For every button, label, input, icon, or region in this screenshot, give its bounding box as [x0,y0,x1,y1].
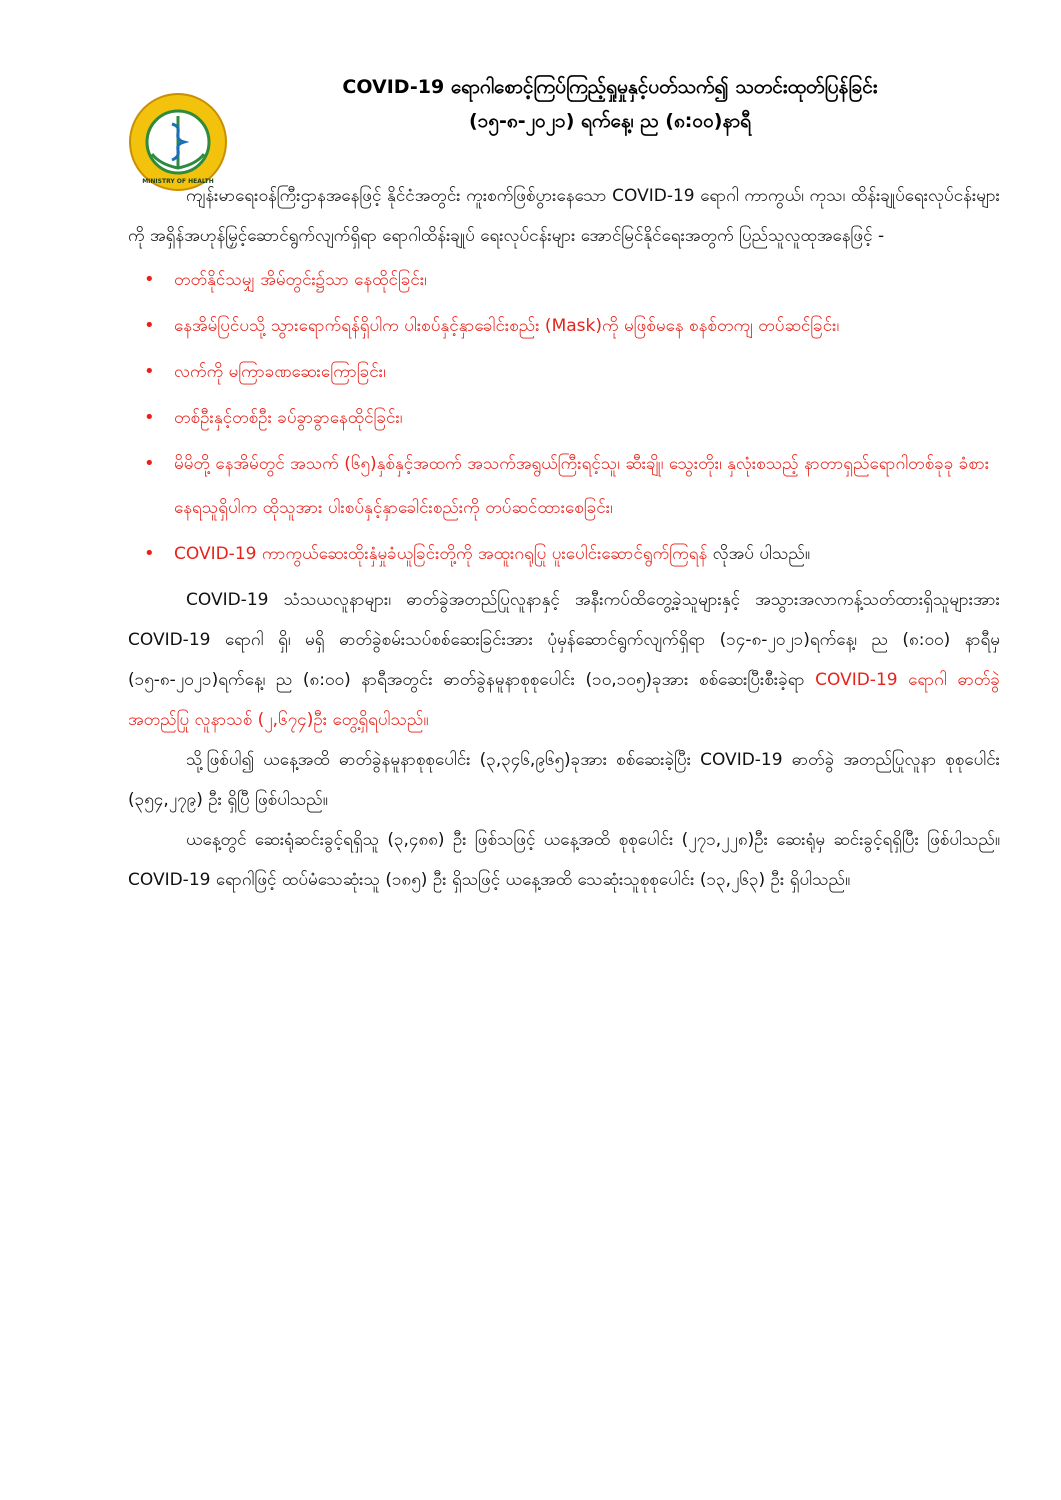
list-item: • တစ်ဦးနှင့်တစ်ဦး ခပ်ခွာခွာနေထိုင်ခြင်း၊ [128,396,1000,440]
list-item: • မိမိတို့ နေအိမ်တွင် အသက် (၆၅)နှစ်နှင့်အထက် အသက်အရွယ်ကြီးရင့်သူ၊ ဆီးချို၊ သွေးတိုး၊ နှလုံးစသည့် နာတာရှည်ရောဂါတစ်ခုခု ခံစားနေရသူရှိပါက ထိုသူအား ပါးစပ်နှင့်နှာခေါင်းစည်းကို တပ်ဆင်ထားစေခြင်း၊ [128,442,1000,530]
bullet-icon: • [144,543,155,564]
title-line-1: COVID-19 ရောဂါစောင့်ကြပ်ကြည့်ရှုမှုနှင့်ပတ်သက်၍ သတင်းထုတ်ပြန်ခြင်း [342,76,878,98]
report-title [200,70,1020,138]
list-item: • နေအိမ်ပြင်ပသို့ သွားရောက်ရန်ရှိပါက ပါးစပ်နှင့်နှာခေါင်းစည်း (Mask)ကို မဖြစ်မနေ စနစ်တကျ တပ်ဆင်ခြင်း၊ [128,304,1000,348]
title-line-2: (၁၅-၈-၂၀၂၁) ရက်နေ့၊ ည (၈:၀၀)နာရီ [468,110,752,132]
recoveries-deaths-paragraph: ယနေ့တွင် ဆေးရုံဆင်းခွင့်ရရှိသူ (၃,၄၈၈) ဦး ဖြစ်သဖြင့် ယနေ့အထိ စုစုပေါင်း (၂၇၁,၂၂၈)ဦး ဆေးရုံမှ ဆင်းခွင့်ရရှိပြီး ဖြစ်ပါသည်။ COVID-19 ရောဂါဖြင့် ထပ်မံသေဆုံးသူ (၁၈၅) ဦး ရှိသဖြင့် ယနေ့အထိ သေဆုံးသူစုစုပေါင်း (၁၃,၂၆၃) ဦး ရှိပါသည်။ [128,830,1000,890]
bullet-icon: • [144,315,155,336]
bullet-icon: • [144,453,155,474]
vaccination-text: COVID-19 ကာကွယ်ဆေးထိုးနှံမှုခံယူခြင်းတို့ကို အထူးဂရုပြု ပူးပေါင်းဆောင်ရွက်ကြရန် [174,544,708,564]
list-item: • လက်ကို မကြာခဏဆေးကြောခြင်း၊ [128,350,1000,394]
intro-paragraph: ကျန်းမာရေးဝန်ကြီးဌာနအနေဖြင့် နိုင်ငံအတွင်း ကူးစက်ဖြစ်ပွားနေသော COVID-19 ရောဂါ ကာကွယ်၊ ကုသ၊ ထိန်းချုပ်ရေးလုပ်ငန်းများကို အရှိန်အဟုန်မြှင့်ဆောင်ရွက်လျက်ရှိရာ ရောဂါထိန်းချုပ် ရေးလုပ်ငန်းများ အောင်မြင်နိုင်ရေးအတွက် ပြည်သူလူထုအနေဖြင့် - [128,186,1000,246]
testing-paragraph: COVID-19 သံသယလူနာများ၊ ဓာတ်ခွဲအတည်ပြုလူနာနှင့် အနီးကပ်ထိတွေ့ခဲ့သူများနှင့် အသွားအလာကန့်သတ်ထားရှိသူများအား COVID-19 ရောဂါ ရှိ၊ မရှိ ဓာတ်ခွဲစမ်းသပ်စစ်ဆေးခြင်းအား ပုံမှန်ဆောင်ရွက်လျက်ရှိရာ (၁၄-၈-၂၀၂၁)ရက်နေ့၊ ည (၈:၀၀) နာရီမှ (၁၅-၈-၂၀၂၁)ရက်နေ့၊ ည (၈:၀၀) နာရီအတွင်း ဓာတ်ခွဲနမူနာစုစုပေါင်း (၁၀,၁၀၅)ခုအား စစ်ဆေးပြီးစီးခဲ့ရာ COVID-19 ရောဂါ ဓာတ်ခွဲ အတည်ပြု လူနာသစ် (၂,၆၇၄)ဦး တွေ့ရှိရပါသည်။ [128,590,1000,730]
list-item: • တတ်နိုင်သမျှ အိမ်တွင်း၌သာ နေထိုင်ခြင်း၊ [128,258,1000,302]
new-cases-text: COVID-19 ရောဂါ ဓာတ်ခွဲ အတည်ပြု လူနာသစ် (၂,၆၇၄)ဦး တွေ့ရှိရပါသည်။ [128,670,1000,730]
bullet-icon: • [144,407,155,428]
total-cases-paragraph: သို့ဖြစ်ပါ၍ ယနေ့အထိ ဓာတ်ခွဲနမူနာစုစုပေါင်း (၃,၃၄၆,၉၆၅)ခုအား စစ်ဆေးခဲ့ပြီး COVID-19 ဓာတ်ခွဲ အတည်ပြုလူနာ စုစုပေါင်း (၃၅၄,၂၇၉) ဦး ရှိပြီ ဖြစ်ပါသည်။ [128,750,1000,810]
report-body [128,176,1000,900]
bullet-icon: • [144,269,155,290]
bullet-icon: • [144,361,155,382]
list-item: • COVID-19 ကာကွယ်ဆေးထိုးနှံမှုခံယူခြင်းတို့ကို အထူးဂရုပြု ပူးပေါင်းဆောင်ရွက်ကြရန် လိုအပ် ပါသည်။ [128,532,1000,576]
guidance-list [128,258,1000,576]
logo-caption: MINISTRY OF HEALTH [142,178,214,185]
